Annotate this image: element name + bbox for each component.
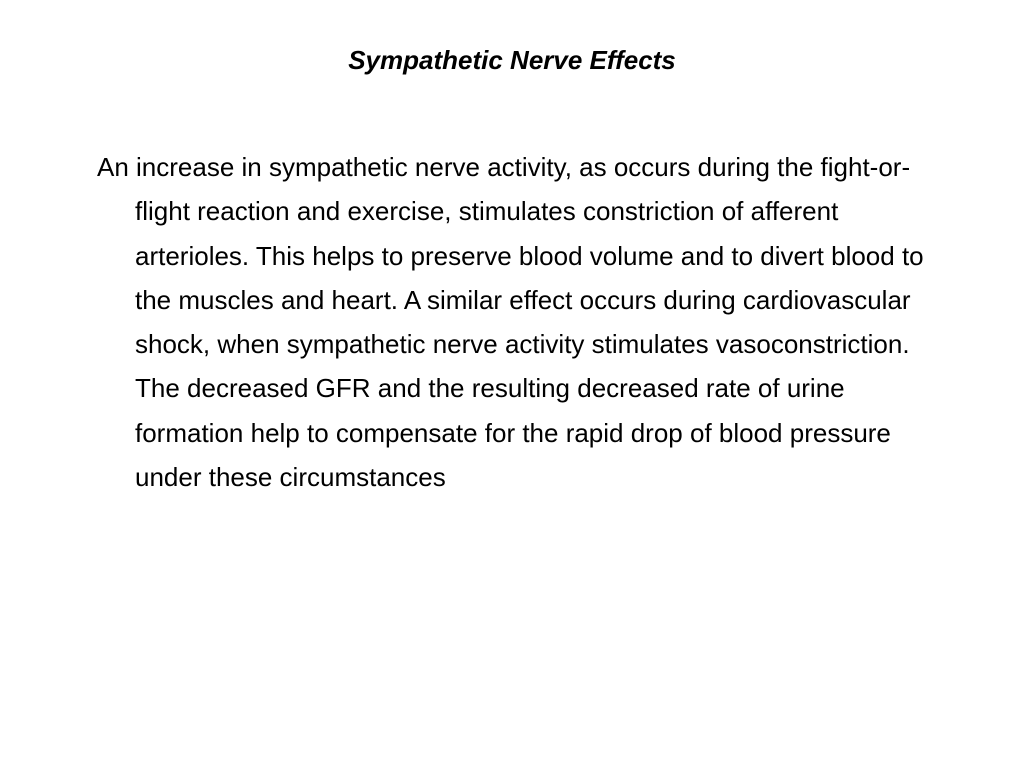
slide-title: Sympathetic Nerve Effects [348,45,676,75]
slide-body-paragraph: An increase in sympathetic nerve activity, as occurs during the fight-or-flight reaction and exercise, stimulates constriction of afferent arterioles. This helps to preserve blood volume and to divert blood to the muscles and heart. A similar effect occurs during cardiovascular shock, when sympathetic nerve activity stimulates vasoconstriction. The decreased GFR and the resulting decreased rate of urine formation help to compensate for the rapid drop of blood pressure under these circumstances [97,152,924,493]
